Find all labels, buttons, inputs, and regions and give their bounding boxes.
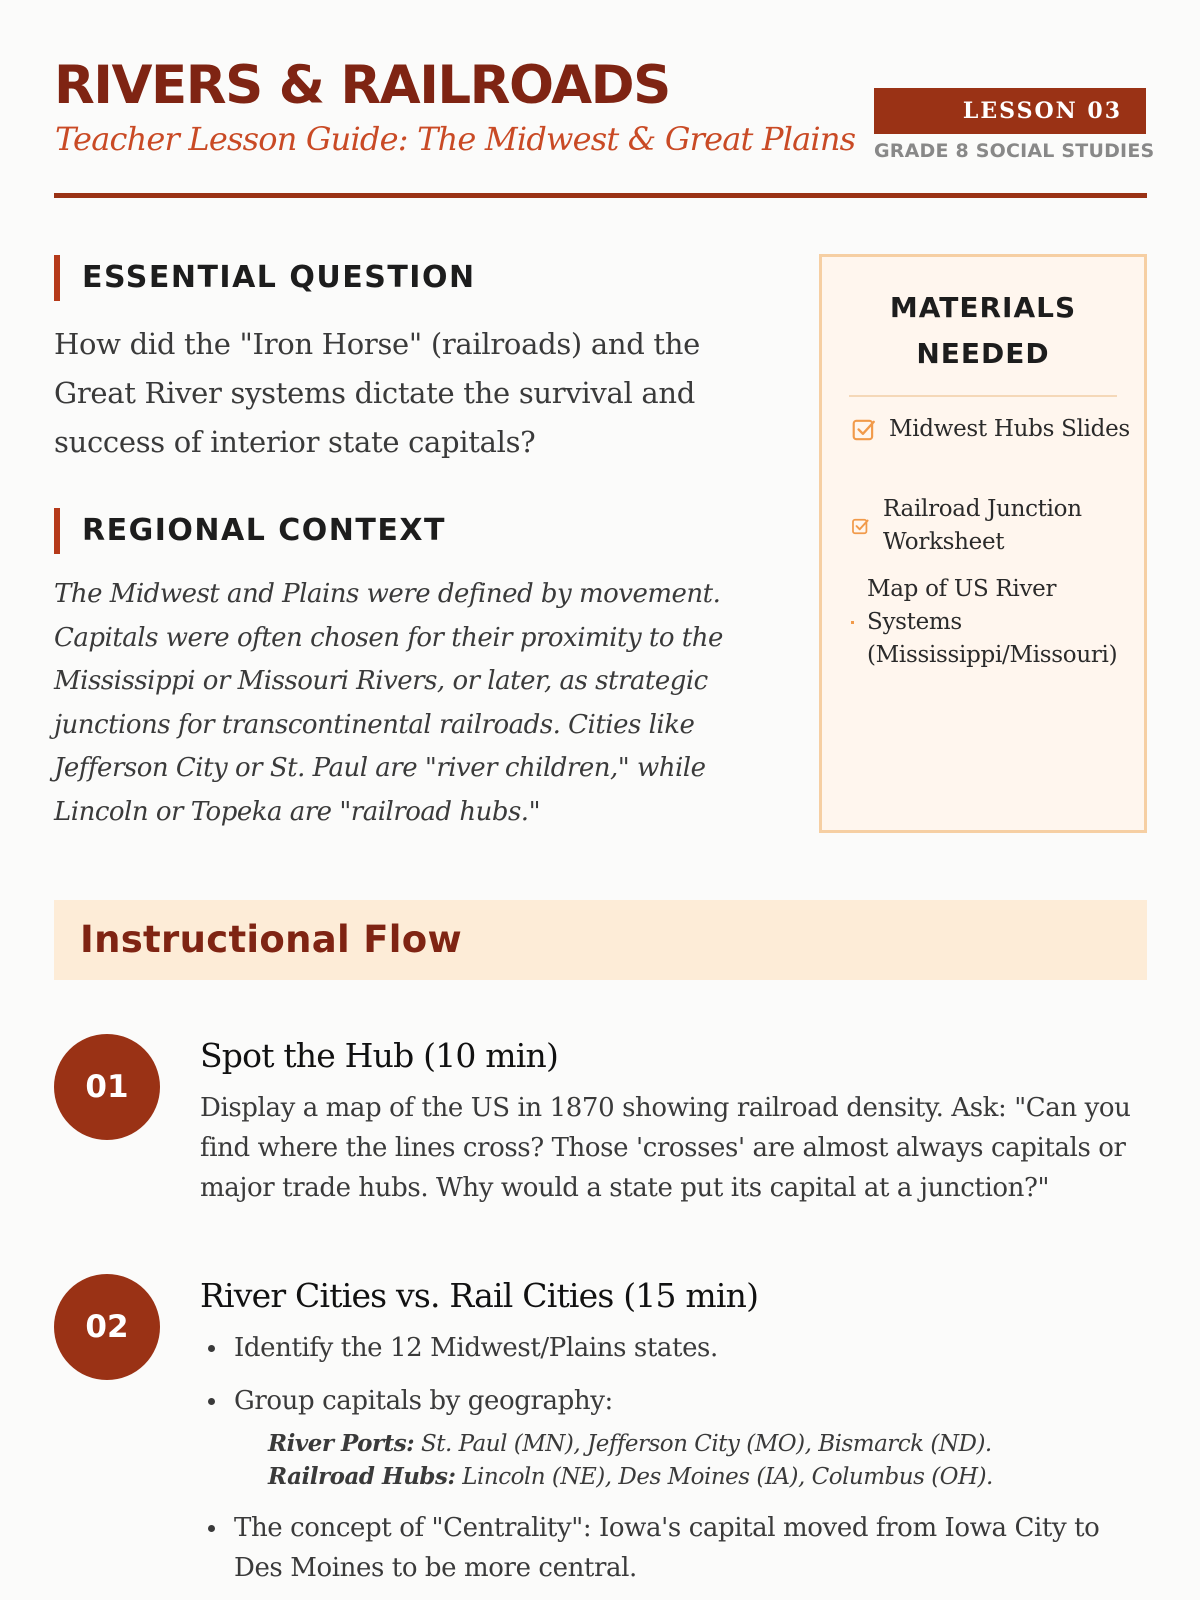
- materials-panel: [819, 254, 1147, 833]
- step-description: Display a map of the US in 1870 showing railroad density. Ask: "Can you find where the lines cross? Those 'crosses' are almost always capitals or major trade hubs. Why would a state put its capital at a junction?": [200, 1093, 1131, 1203]
- step-title: River Cities vs. Rail Cities (15 min): [200, 1276, 759, 1315]
- capital-group-river-ports: [268, 1427, 1148, 1461]
- essential-question-heading: ESSENTIAL QUESTION: [54, 255, 476, 301]
- list-item-text: Group capitals by geography:: [234, 1386, 613, 1416]
- regional-context-text: The Midwest and Plains were defined by movement. Capitals were often chosen for their proximity to the Mississippi or Missouri Rivers, or later, as strategic junctions for transcontinental railroads. Cities like Jefferson City or St. Paul are "river children," while Lincoln or Topeka are "railroad hubs.": [54, 579, 723, 827]
- page-title: RIVERS & RAILROADS: [54, 55, 670, 116]
- materials-item: [851, 573, 1144, 672]
- step-title: Spot the Hub (10 min): [200, 1036, 559, 1075]
- grade-label: GRADE 8 SOCIAL STUDIES: [874, 140, 1155, 162]
- checkbox-icon: [851, 621, 867, 624]
- essential-question-text: How did the "Iron Horse" (railroads) and the Great River systems dictate the survival and success of interior state capitals?: [54, 327, 700, 459]
- list-item: [200, 1381, 1150, 1421]
- capital-group-railroad-hubs: [268, 1460, 1148, 1494]
- materials-item-label: Map of US River Systems (Mississippi/Missouri): [867, 576, 1118, 668]
- bullet-icon: [208, 1345, 215, 1352]
- lesson-badge: LESSON 03: [874, 88, 1146, 134]
- materials-item-label: Railroad Junction Worksheet: [883, 496, 1082, 555]
- group-label: Railroad Hubs:: [268, 1463, 456, 1490]
- page-subtitle: Teacher Lesson Guide: The Midwest & Great Plains: [55, 120, 856, 158]
- materials-title: MATERIALS NEEDED: [889, 291, 1077, 370]
- list-item: [200, 1328, 1150, 1368]
- step-number-badge: 02: [54, 1274, 160, 1380]
- regional-context-heading: REGIONAL CONTEXT: [54, 508, 446, 554]
- group-text: St. Paul (MN), Jefferson City (MO), Bismarck (ND).: [414, 1431, 992, 1457]
- bullet-icon: [208, 1398, 215, 1405]
- bullet-icon: [208, 1525, 215, 1532]
- materials-item: [851, 413, 1130, 446]
- group-label: River Ports:: [268, 1430, 415, 1457]
- materials-item: [851, 493, 1144, 559]
- materials-item-label: Midwest Hubs Slides: [889, 416, 1130, 442]
- list-item: [200, 1508, 1150, 1588]
- checkbox-icon: [851, 517, 883, 536]
- list-item-text: Identify the 12 Midwest/Plains states.: [234, 1333, 718, 1363]
- instructional-flow-banner: Instructional Flow: [54, 900, 1147, 980]
- materials-divider: [849, 395, 1117, 397]
- group-text: Lincoln (NE), Des Moines (IA), Columbus (OH).: [455, 1464, 993, 1490]
- header-divider: [54, 193, 1147, 198]
- list-item-text: The concept of "Centrality": Iowa's capital moved from Iowa City to Des Moines to be more central.: [234, 1513, 1100, 1583]
- checkbox-icon: [851, 417, 889, 443]
- step-number-badge: 01: [54, 1034, 160, 1140]
